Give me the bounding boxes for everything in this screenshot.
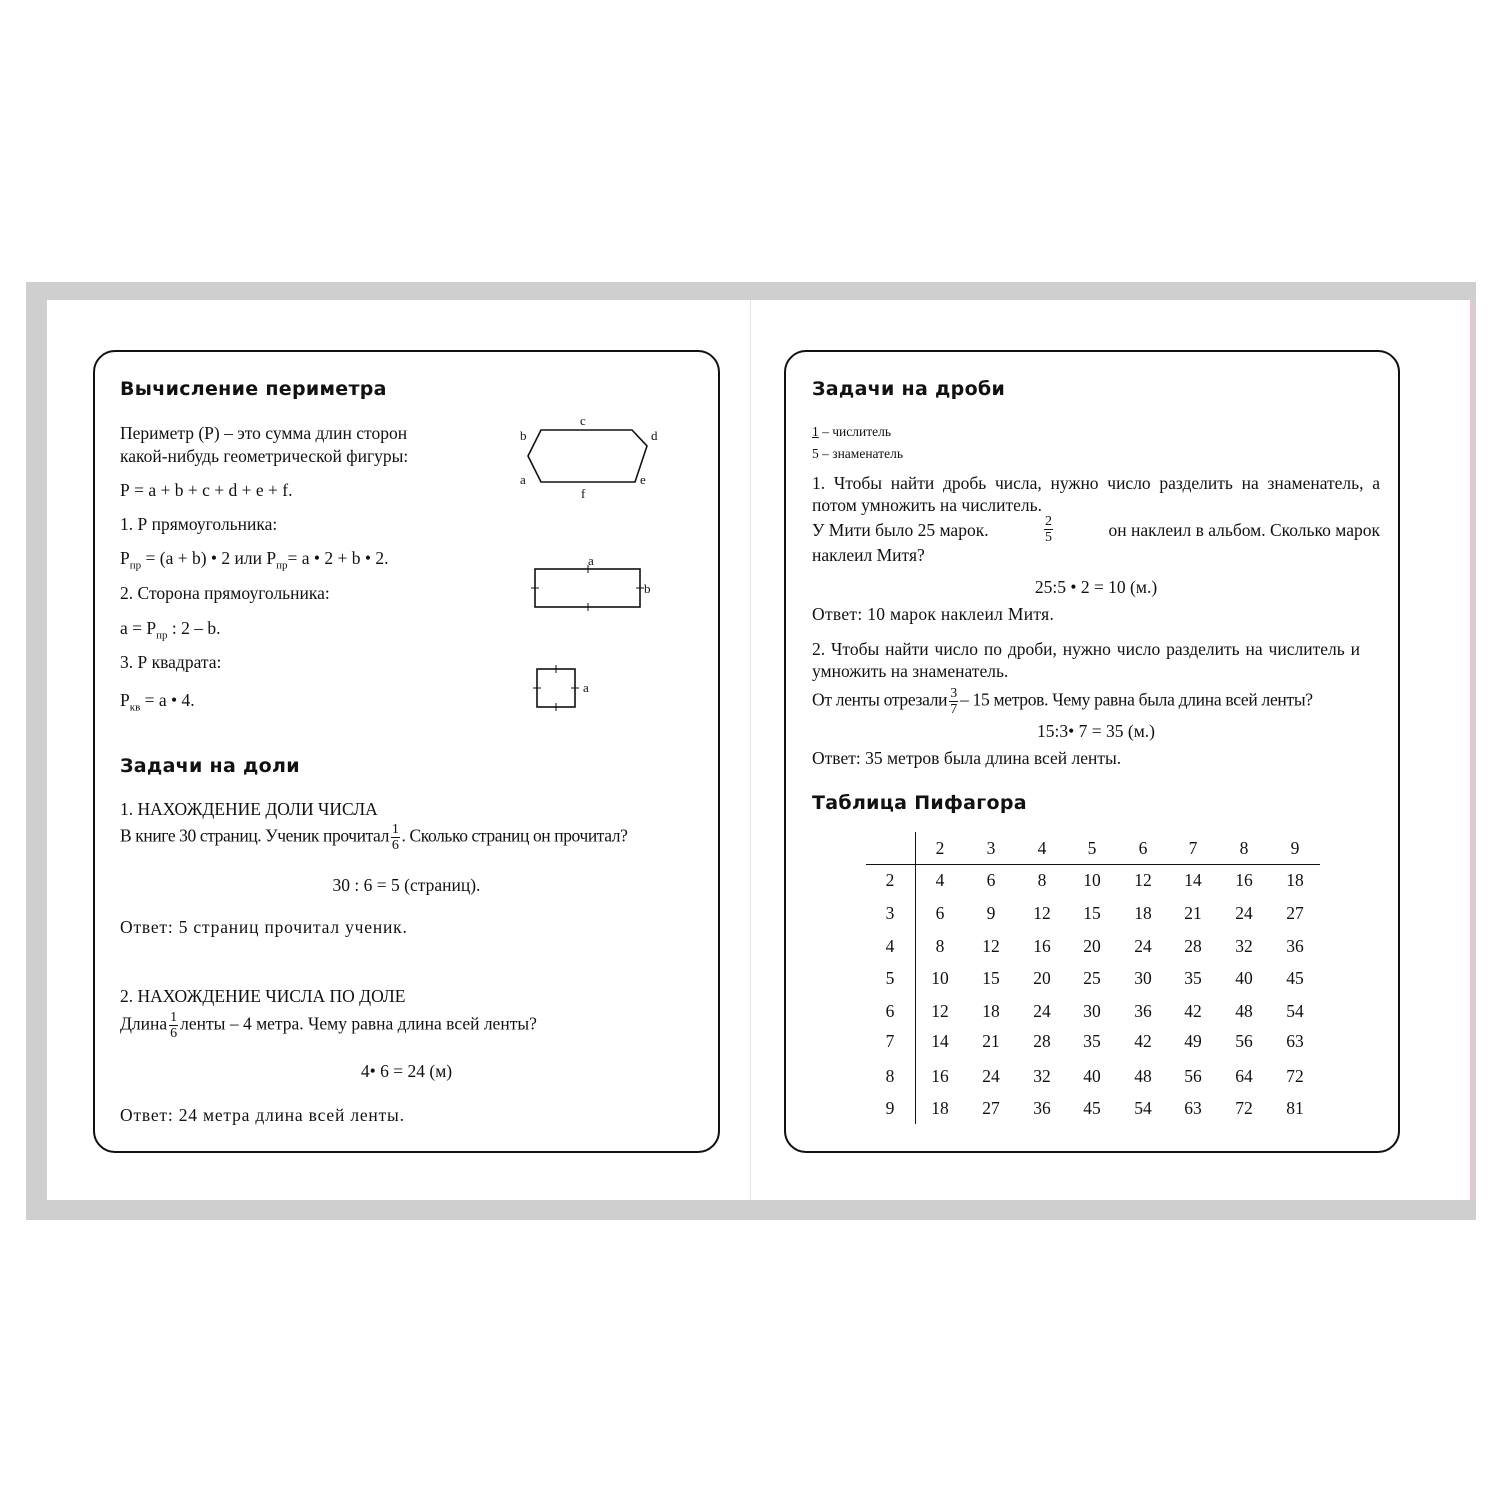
table-cell: 54 [1134, 1098, 1152, 1118]
table-cell: 24 [1134, 936, 1152, 956]
perimeter-title: Вычисление периметра [120, 378, 387, 400]
square-label-a: a [583, 680, 589, 695]
rect-label-b: b [644, 581, 651, 596]
table-cell: 6 [935, 903, 945, 923]
rect-label-a: a [588, 553, 594, 568]
fraction-example2-answer: Ответ: 35 метров была длина всей ленты. [812, 748, 1122, 768]
table-row-label: 5 [885, 968, 895, 988]
table-cell: 36 [1134, 1001, 1152, 1021]
fraction-example2: От ленты отрезали $\frac{3}{7}$ – 15 метров. Чему равна была длина всей ленты? [812, 686, 1313, 717]
table-cell: 72 [1286, 1066, 1304, 1086]
table-cell: 12 [982, 936, 1000, 956]
table-cell: 21 [982, 1031, 1000, 1051]
table-vertical-rule [915, 832, 916, 1124]
table-cell: 12 [931, 1001, 949, 1021]
table-cell: 54 [1286, 1001, 1304, 1021]
table-cell: 20 [1033, 968, 1051, 988]
table-cell: 32 [1033, 1066, 1051, 1086]
rect-perimeter-title: 1. Р прямоугольника: [120, 514, 278, 534]
table-header-cell: 3 [986, 838, 996, 858]
table-cell: 28 [1184, 936, 1202, 956]
fraction-rule2: 2. Чтобы найти число по дроби, нужно число разделить на числитель и умножить на знаменатель. [812, 639, 1360, 681]
table-cell: 27 [982, 1098, 1000, 1118]
share-task1-text: В книге 30 страниц. Ученик прочитал $\frac{1}{6}$ . Сколько страниц он прочитал? [120, 822, 628, 853]
fraction-example2-calc: 15:3• 7 = 35 (м.) [1037, 721, 1155, 741]
table-cell: 45 [1286, 968, 1304, 988]
table-cell: 14 [1184, 870, 1202, 890]
denominator-legend: 5 – знаменатель [812, 446, 903, 461]
table-cell: 16 [931, 1066, 949, 1086]
perimeter-formula: Р = a + b + c + d + e + f. [120, 480, 293, 500]
perimeter-definition-line1: Периметр (Р) – это сумма длин сторон [120, 423, 408, 443]
table-cell: 63 [1286, 1031, 1304, 1051]
hexagon-label-c: c [580, 413, 586, 428]
table-row-label: 3 [885, 903, 895, 923]
table-cell: 8 [935, 936, 945, 956]
table-cell: 24 [1235, 903, 1253, 923]
table-row-label: 2 [885, 870, 895, 890]
table-row-label: 7 [885, 1031, 895, 1051]
table-cell: 42 [1134, 1031, 1152, 1051]
table-cell: 12 [1033, 903, 1051, 923]
shares-title: Задачи на доли [120, 755, 300, 777]
fraction-three-sevenths: $\frac{3}{7}$ [950, 686, 957, 717]
share-task2-title: 2. НАХОЖДЕНИЕ ЧИСЛА ПО ДОЛЕ [120, 986, 406, 1006]
table-cell: 15 [982, 968, 1000, 988]
table-cell: 36 [1033, 1098, 1051, 1118]
share-task1-answer: Ответ: 5 страниц прочитал ученик. [120, 917, 408, 937]
table-cell: 64 [1235, 1066, 1253, 1086]
table-cell: 35 [1184, 968, 1202, 988]
table-cell: 16 [1033, 936, 1051, 956]
table-cell: 56 [1235, 1031, 1253, 1051]
table-cell: 30 [1083, 1001, 1101, 1021]
table-cell: 20 [1083, 936, 1101, 956]
fraction-one-sixth: $\frac{1}{6}$ [391, 822, 399, 853]
table-cell: 8 [1037, 870, 1047, 890]
pythagoras-title: Таблица Пифагора [812, 792, 1027, 814]
table-header-cell: 5 [1087, 838, 1097, 858]
table-cell: 72 [1235, 1098, 1253, 1118]
fractions-title: Задачи на дроби [812, 378, 1006, 400]
table-cell: 48 [1235, 1001, 1253, 1021]
fraction-example1-line1: У Мити было 25 марок. $\frac{2}{5}$ он наклеил в альбом. Сколько марок [812, 514, 1380, 545]
table-row-label: 6 [885, 1001, 895, 1021]
table-cell: 56 [1184, 1066, 1202, 1086]
table-cell: 9 [986, 903, 996, 923]
table-header-cell: 2 [935, 838, 945, 858]
table-cell: 16 [1235, 870, 1253, 890]
hexagon-label-b: b [520, 428, 527, 443]
table-header-cell: 4 [1037, 838, 1047, 858]
hexagon-label-f: f [581, 486, 586, 501]
share-task2-answer: Ответ: 24 метра длина всей ленты. [120, 1105, 405, 1125]
table-cell: 24 [982, 1066, 1000, 1086]
hexagon-label-e: e [640, 472, 646, 487]
table-cell: 81 [1286, 1098, 1304, 1118]
table-row-label: 9 [885, 1098, 895, 1118]
table-cell: 24 [1033, 1001, 1051, 1021]
table-header-cell: 9 [1290, 838, 1300, 858]
table-cell: 14 [931, 1031, 949, 1051]
table-cell: 12 [1134, 870, 1152, 890]
hexagon-label-a: a [520, 472, 526, 487]
table-cell: 10 [1083, 870, 1101, 890]
table-cell: 63 [1184, 1098, 1202, 1118]
rect-side-title: 2. Сторона прямоугольника: [120, 583, 330, 603]
table-cell: 40 [1235, 968, 1253, 988]
share-task1-calc: 30 : 6 = 5 (страниц). [332, 875, 481, 895]
table-cell: 30 [1134, 968, 1152, 988]
perimeter-definition-line2: какой-нибудь геометрической фигуры: [120, 446, 409, 466]
table-cell: 32 [1235, 936, 1253, 956]
table-cell: 6 [986, 870, 996, 890]
table-cell: 42 [1184, 1001, 1202, 1021]
page-edge [1470, 300, 1473, 1200]
table-cell: 10 [931, 968, 949, 988]
table-cell: 40 [1083, 1066, 1101, 1086]
table-cell: 4 [935, 870, 945, 890]
square-perimeter-formula: $Р_{кв} = a$ • 4. [120, 690, 195, 714]
fraction-example1-answer: Ответ: 10 марок наклеил Митя. [812, 604, 1055, 624]
fraction-example1-line2: наклеил Митя? [812, 545, 925, 565]
table-horizontal-rule [866, 864, 1320, 865]
rect-side-formula: $a = Р_{пр}$ : 2 – b. [120, 618, 221, 642]
table-cell: 36 [1286, 936, 1304, 956]
square-perimeter-title: 3. Р квадрата: [120, 652, 222, 672]
share-task2-calc: 4• 6 = 24 (м) [360, 1061, 453, 1081]
table-cell: 48 [1134, 1066, 1152, 1086]
table-header-cell: 7 [1188, 838, 1198, 858]
fraction-example1-calc: 25:5 • 2 = 10 (м.) [1034, 577, 1158, 597]
table-cell: 25 [1083, 968, 1101, 988]
numerator-legend: 1 – числитель [812, 424, 892, 439]
share-task1-title: 1. НАХОЖДЕНИЕ ДОЛИ ЧИСЛА [120, 799, 378, 819]
table-cell: 35 [1083, 1031, 1101, 1051]
share-task2-text: Длина $\frac{1}{6}$ ленты – 4 метра. Чему равна длина всей ленты? [120, 1010, 537, 1041]
table-cell: 18 [1134, 903, 1152, 923]
table-cell: 18 [931, 1098, 949, 1118]
table-cell: 45 [1083, 1098, 1101, 1118]
table-header-cell: 8 [1239, 838, 1249, 858]
fraction-one-sixth-2: $\frac{1}{6}$ [170, 1010, 178, 1041]
fraction-two-fifths: $\frac{2}{5}$ [1045, 514, 1053, 545]
table-cell: 27 [1286, 903, 1304, 923]
hexagon-label-d: d [651, 428, 658, 443]
table-cell: 21 [1184, 903, 1202, 923]
book-fold [750, 300, 751, 1200]
table-row-label: 4 [885, 936, 895, 956]
rect-perimeter-formula: $Р_{пр} = (a + b)$ • 2 или $Р_{пр}= a$ • 2 + b • 2. [120, 548, 389, 572]
table-cell: 18 [982, 1001, 1000, 1021]
table-cell: 28 [1033, 1031, 1051, 1051]
table-cell: 49 [1184, 1031, 1202, 1051]
table-row-label: 8 [885, 1066, 895, 1086]
table-cell: 15 [1083, 903, 1101, 923]
fraction-rule1: 1. Чтобы найти дробь числа, нужно число разделить на знаменатель, а потом умножить на числитель. [812, 473, 1380, 515]
table-header-cell: 6 [1138, 838, 1148, 858]
table-cell: 18 [1286, 870, 1304, 890]
